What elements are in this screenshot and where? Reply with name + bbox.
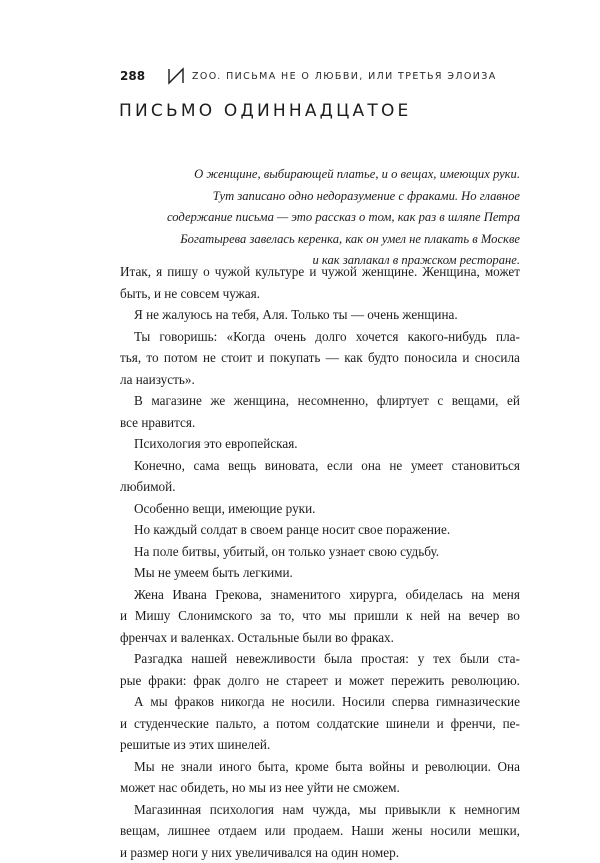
word: если (327, 455, 353, 477)
body-line (120, 691, 520, 713)
word: Она (498, 756, 520, 778)
word: не (389, 455, 402, 477)
word: пережить (391, 670, 444, 692)
body-line: любимой. (120, 476, 520, 498)
word: и (411, 756, 418, 778)
word: ей (507, 390, 520, 412)
word: стоит (221, 347, 252, 369)
word: немногим (464, 799, 520, 821)
word: покупать (270, 347, 321, 369)
body-line (120, 799, 520, 821)
word: чужой (321, 261, 357, 283)
word: психология (210, 799, 274, 821)
word: и (335, 670, 342, 692)
word: обиделась (406, 584, 463, 606)
word: Ты (134, 326, 150, 348)
word: не (266, 670, 279, 692)
word: и (120, 713, 127, 735)
word: Мы (134, 756, 155, 778)
word: и (257, 347, 264, 369)
word: продаем. (293, 820, 343, 842)
word: сперва (392, 691, 429, 713)
word: к (406, 605, 412, 627)
epigraph-line: Тут записано одно недоразумение с фраками. Но главное (140, 186, 520, 208)
body-line (120, 261, 520, 283)
word: Мишу (135, 605, 171, 627)
word: чужой (215, 261, 251, 283)
chapter-title: ПИСЬМО ОДИННАДЦАТОЕ (119, 101, 411, 121)
body-line: и размер ноги у них увеличивался на один номер. (120, 842, 520, 863)
word: культуре (255, 261, 304, 283)
word: очень (274, 326, 306, 348)
word: пе- (503, 713, 520, 735)
word: фраков (174, 691, 214, 713)
word: А (134, 691, 144, 713)
word: а (263, 713, 269, 735)
word: простая: (361, 648, 409, 670)
word: с (437, 390, 443, 412)
word: Грекова, (215, 584, 262, 606)
word: вещами, (452, 390, 499, 412)
body-line (120, 713, 520, 735)
running-title: ZOO. ПИСЬМА НЕ О ЛЮБВИ, ИЛИ ТРЕТЬЯ ЭЛОИЗА (192, 71, 497, 82)
word: фрак (193, 670, 220, 692)
word: стареет (286, 670, 328, 692)
word: Магазинная (134, 799, 201, 821)
word: во (507, 605, 520, 627)
body-line (120, 670, 520, 692)
word: меня (493, 584, 520, 606)
word: виновата, (265, 455, 319, 477)
epigraph-line: Богатырева завелась керенка, как он умел не плакать в Москве (140, 229, 520, 251)
body-line: френчах и валенках. Остальные были во фраках. (120, 627, 520, 649)
word: Итак, (120, 261, 151, 283)
word: революции. (425, 756, 491, 778)
word: лишнее (168, 820, 211, 842)
word: Женщина, (422, 261, 479, 283)
word: чужда, (312, 799, 350, 821)
word: пришли (354, 605, 399, 627)
word: не (272, 691, 285, 713)
body-line (120, 390, 520, 412)
word: потом (164, 347, 198, 369)
word: пальто, (216, 713, 257, 735)
word: как (344, 347, 362, 369)
word: были (460, 648, 489, 670)
word: магазине (151, 390, 202, 412)
word: и (120, 605, 127, 627)
word: студенческие (134, 713, 209, 735)
word: становиться (452, 455, 520, 477)
body-line (120, 347, 520, 369)
word: знали (181, 756, 213, 778)
word: Наши (351, 820, 384, 842)
word: к (449, 799, 455, 821)
word: кроме (295, 756, 329, 778)
word: — (326, 347, 339, 369)
word: быта (335, 756, 362, 778)
word: Носили (342, 691, 385, 713)
word: «Когда (226, 326, 265, 348)
word: была (324, 648, 352, 670)
word: не (161, 756, 174, 778)
body-line: ла наизусть». (120, 369, 520, 391)
word: мы (150, 691, 167, 713)
word: потом (276, 713, 310, 735)
word: знаменитого (270, 584, 340, 606)
word: долго (228, 670, 259, 692)
body-line (120, 326, 520, 348)
word: пла- (496, 326, 520, 348)
body-text (120, 261, 520, 863)
body-line: Мы не умеем быть легкими. (120, 562, 520, 584)
word: женщине. (362, 261, 417, 283)
word: то, (279, 605, 294, 627)
body-line (120, 756, 520, 778)
body-line: На поле битвы, убитый, он только узнает свою судьбу. (120, 541, 520, 563)
body-line: может нас обидеть, но мы из нее уйти не сможем. (120, 777, 520, 799)
word: шинели (386, 713, 430, 735)
word: никогда (221, 691, 265, 713)
word: и (462, 347, 469, 369)
word: привыкли (385, 799, 441, 821)
word: вещам, (120, 820, 160, 842)
body-line: Я не жалуюсь на тебя, Аля. Только ты — очень женщина. (120, 304, 520, 326)
word: войны (369, 756, 405, 778)
word: хочется (356, 326, 399, 348)
word: у (418, 648, 425, 670)
word: ней (420, 605, 440, 627)
word: сама (193, 455, 219, 477)
word: она (361, 455, 381, 477)
word: и (309, 261, 316, 283)
word: умеет (411, 455, 443, 477)
word: долго (315, 326, 346, 348)
word: мы (329, 605, 346, 627)
word: В (134, 390, 143, 412)
word: носили. (291, 691, 335, 713)
word: не (203, 347, 216, 369)
body-line: все нравится. (120, 412, 520, 434)
word: за (260, 605, 271, 627)
word: сносила (475, 347, 520, 369)
word: будто (368, 347, 399, 369)
word: может (485, 261, 520, 283)
word: гимназические (436, 691, 520, 713)
word: ста- (498, 648, 520, 670)
word: поносила (404, 347, 457, 369)
word: иного (219, 756, 251, 778)
word: вечер (469, 605, 500, 627)
word: какого-нибудь (408, 326, 487, 348)
epigraph-line: О женщине, выбирающей платье, и о вещах, имеющих руки. (140, 164, 520, 186)
body-line (120, 605, 520, 627)
word: тья, (120, 347, 141, 369)
word: вещь (228, 455, 256, 477)
word: может (349, 670, 384, 692)
epigraph-line: содержание письма — это рассказ о том, как раз в шляпе Петра (140, 207, 520, 229)
word: на (471, 584, 484, 606)
word: отдаем (218, 820, 257, 842)
page-header (120, 64, 540, 88)
word: мы (359, 799, 376, 821)
word: революцию. (451, 670, 520, 692)
word: френчи, (451, 713, 496, 735)
body-line (120, 584, 520, 606)
word: я (156, 261, 162, 283)
word: рые (120, 670, 141, 692)
body-line (120, 648, 520, 670)
word: Ивана (172, 584, 206, 606)
word: нам (283, 799, 304, 821)
epigraph (140, 164, 520, 272)
word: невежливости (236, 648, 315, 670)
word: на (448, 605, 461, 627)
word: и (437, 713, 444, 735)
body-line (120, 455, 520, 477)
word: Конечно, (134, 455, 185, 477)
word: быта, (258, 756, 289, 778)
body-line: решитые из этих шинелей. (120, 734, 520, 756)
word: или (265, 820, 286, 842)
word: нашей (191, 648, 227, 670)
word: же (210, 390, 225, 412)
word: солдатские (317, 713, 379, 735)
word: Жена (134, 584, 164, 606)
word: фраки: (148, 670, 186, 692)
word: женщина, (234, 390, 289, 412)
word: Разгадка (134, 648, 182, 670)
word: то (146, 347, 158, 369)
word: жены (392, 820, 423, 842)
word: носили (430, 820, 471, 842)
word: о (203, 261, 210, 283)
word: Слонимского (178, 605, 252, 627)
word: что (302, 605, 321, 627)
body-line: быть, и не совсем чужая. (120, 283, 520, 305)
page-number: 288 (120, 69, 166, 83)
body-line: Но каждый солдат в своем ранце носит свое поражение. (120, 519, 520, 541)
body-line (120, 820, 520, 842)
word: флиртует (377, 390, 429, 412)
epigraph-line: и как заплакал в пражском ресторане. (140, 250, 520, 272)
word: несомненно, (298, 390, 369, 412)
body-line: Особенно вещи, имеющие руки. (120, 498, 520, 520)
word: мешки, (479, 820, 520, 842)
word: хирурга, (349, 584, 397, 606)
word: пишу (167, 261, 198, 283)
chapter-mark-icon (166, 66, 186, 86)
body-line: Психология это европейская. (120, 433, 520, 455)
word: тех (433, 648, 451, 670)
word: говоришь: (159, 326, 217, 348)
